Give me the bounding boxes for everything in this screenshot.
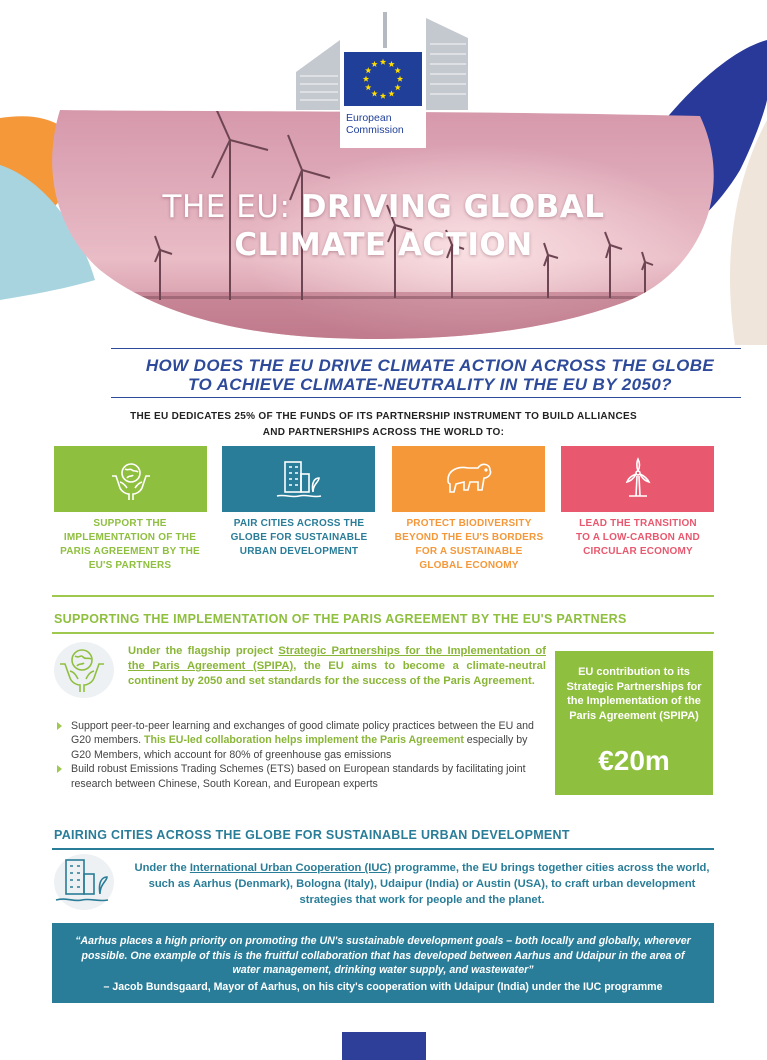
eu-star-icon	[371, 90, 377, 96]
pillar-caption-line: PARIS AGREEMENT BY THE	[60, 546, 200, 557]
eu-star-icon	[388, 90, 394, 96]
eu-star-icon	[388, 61, 394, 67]
pillar-caption-line: BEYOND THE EU'S BORDERS	[394, 532, 544, 543]
european-commission-logo	[340, 48, 426, 148]
list-item	[57, 719, 549, 762]
quote-attribution: – Jacob Bundsgaard, Mayor of Aarhus, on his city's cooperation with Udaipur (India) under the IUC programme	[103, 981, 663, 993]
bullet-triangle-icon	[57, 722, 62, 730]
eu-star-icon	[363, 76, 369, 82]
bullet1-text: Support peer-to-peer learning and exchanges of good climate policy practices between the EU and G20 members.	[71, 720, 534, 747]
pillar-caption-line: EU'S PARTNERS	[88, 560, 172, 571]
pillar-caption-line: PAIR CITIES ACROSS THE	[233, 518, 365, 529]
hands-globe-icon	[108, 456, 154, 502]
bullet1-highlight: This EU-led collaboration helps implement the Paris Agreement	[144, 734, 464, 747]
pillar-caption-paris-agreement	[50, 517, 210, 573]
pillar-caption-line: IMPLEMENTATION OF THE	[63, 532, 197, 543]
city-buildings-icon	[275, 456, 323, 502]
footer-tab	[342, 1032, 426, 1060]
bullet-triangle-icon	[57, 765, 62, 773]
eu-star-icon	[371, 61, 377, 67]
pillar-caption-biodiversity	[389, 517, 549, 573]
spipa-link[interactable]: Strategic Partnerships for the Implementation of the Paris Agreement (SPIPA)	[128, 645, 546, 672]
pillar-caption-line: URBAN DEVELOPMENT	[239, 546, 359, 557]
pillar-caption-line: CIRCULAR ECONOMY	[583, 546, 693, 557]
section1-intro-suffix: , the EU aims to become a climate-neutral continent by 2050 and set standards for the success of the Paris Agreement.	[128, 660, 546, 687]
section1-intro-prefix: Under the flagship project	[128, 645, 279, 657]
pillar-caption-low-carbon	[558, 517, 718, 559]
section-heading-paris-agreement: SUPPORTING THE IMPLEMENTATION OF THE PARIS AGREEMENT BY THE EU'S PARTNERS	[54, 612, 627, 626]
intro-line1: THE EU DEDICATES 25% OF THE FUNDS OF ITS PARTNERSHIP INSTRUMENT TO BUILD ALLIANCES	[130, 411, 637, 422]
pillar-tile-biodiversity	[392, 446, 545, 512]
pillar-tile-cities	[222, 446, 375, 512]
section-divider-1	[52, 595, 714, 597]
quote-text: “Aarhus places a high priority on promoting the UN's sustainable development goals – both locally and globally, wherever possible. One example of this is the fruitful collaboration that has developed between Aarhus and Udaipur in the area of water management, drinking water supply, and wastewater”	[75, 935, 691, 976]
stat-value: €20m	[598, 745, 670, 776]
city-buildings-icon	[50, 850, 114, 912]
section2-intro-prefix: Under the	[134, 862, 190, 874]
section-heading-cities: PAIRING CITIES ACROSS THE GLOBE FOR SUSTAINABLE URBAN DEVELOPMENT	[54, 828, 570, 842]
stat-label: EU contribution to its Strategic Partnerships for the Implementation of the Paris Agreement (SPIPA)	[566, 666, 702, 722]
pillar-tile-paris-agreement	[54, 446, 207, 512]
title-bold-part-2: CLIMATE ACTION	[234, 227, 533, 263]
ec-logo-line1: European	[346, 112, 392, 124]
bullet2-text: Build robust Emissions Trading Schemes (ETS) based on European standards by facilitating joint research between Chinese, South Korean, and European experts	[71, 763, 526, 790]
pillar-caption-line: PROTECT BIODIVERSITY	[406, 518, 532, 529]
eu-star-icon	[365, 67, 371, 73]
spipa-contribution-box	[555, 651, 713, 795]
pillar-caption-line: LEAD THE TRANSITION	[579, 518, 697, 529]
section2-intro-suffix: programme, the EU brings together cities across the world, such as Aarhus (Denmark), Bologna (Italy), Udaipur (India) or Austin (USA), to craft urban development strategies that work for people and the planet.	[148, 862, 710, 906]
pillar-caption-line: GLOBE FOR SUSTAINABLE	[230, 532, 368, 543]
question-bottom-rule	[111, 397, 741, 398]
pillar-caption-cities	[219, 517, 379, 559]
question-line2: TO ACHIEVE CLIMATE-NEUTRALITY IN THE EU BY 2050?	[188, 375, 672, 394]
bullet1-text-end: especially by G20 Members, which account for 80% of greenhouse gas emissions	[71, 734, 528, 761]
hero-banner	[0, 0, 767, 345]
hands-globe-icon	[50, 638, 114, 702]
question-line1: HOW DOES THE EU DRIVE CLIMATE ACTION ACROSS THE GLOBE	[145, 356, 715, 375]
list-item	[57, 762, 549, 791]
section1-bullet-list	[57, 719, 549, 791]
section2-intro	[128, 860, 716, 908]
iuc-link[interactable]: International Urban Cooperation (IUC)	[189, 862, 392, 874]
pillar-caption-line: FOR A SUSTAINABLE	[415, 546, 523, 557]
polar-bear-icon	[442, 456, 496, 502]
wind-turbine-icon	[615, 456, 661, 502]
section1-intro	[128, 644, 546, 689]
title-bold-part-1: DRIVING GLOBAL	[300, 189, 605, 225]
quote-box	[52, 923, 714, 1003]
section-divider-2	[52, 632, 714, 634]
eu-star-icon	[394, 67, 400, 73]
eu-flag-icon	[344, 52, 422, 106]
eu-star-icon	[380, 93, 386, 99]
eu-star-icon	[380, 59, 386, 65]
key-question	[100, 356, 760, 394]
pillar-tile-low-carbon	[561, 446, 714, 512]
intro-line2: AND PARTNERSHIPS ACROSS THE WORLD TO:	[262, 427, 505, 438]
ec-logo-text	[346, 112, 422, 136]
intro-statement	[60, 409, 707, 441]
ec-logo-line2: Commission	[346, 124, 404, 136]
pillar-caption-line: GLOBAL ECONOMY	[419, 560, 519, 571]
eu-star-icon	[397, 76, 403, 82]
title-light-part: THE EU:	[162, 189, 301, 225]
section-divider-3	[52, 848, 714, 850]
question-top-rule	[111, 348, 741, 349]
page-title	[0, 188, 767, 264]
pillar-caption-line: SUPPORT THE	[93, 518, 167, 529]
eu-star-icon	[365, 84, 371, 90]
pillar-caption-line: TO A LOW-CARBON AND	[576, 532, 700, 543]
eu-star-icon	[394, 84, 400, 90]
